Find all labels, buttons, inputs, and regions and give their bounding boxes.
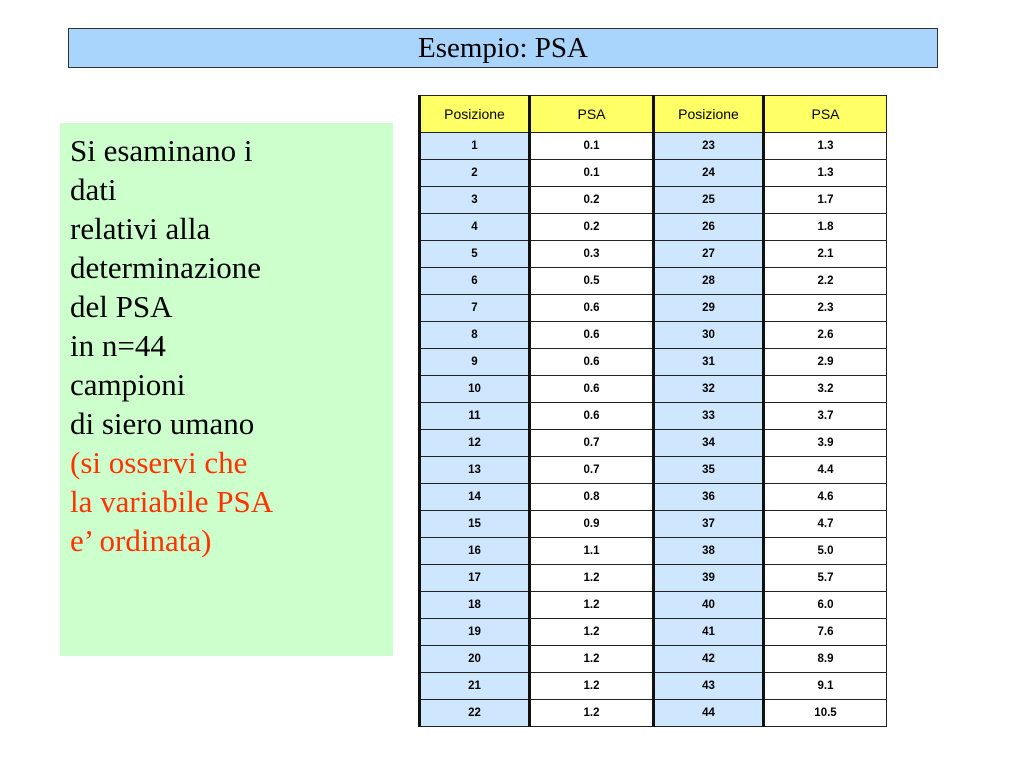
cell-posizione: 41	[654, 619, 764, 646]
header-posizione-1: Posizione	[420, 96, 530, 133]
cell-psa: 0.9	[530, 511, 654, 538]
cell-psa: 1.2	[530, 592, 654, 619]
cell-posizione: 43	[654, 673, 764, 700]
cell-psa: 0.3	[530, 241, 654, 268]
cell-psa: 8.9	[764, 646, 887, 673]
cell-posizione: 14	[420, 484, 530, 511]
note-line: la variabile PSA	[70, 484, 274, 519]
cell-posizione: 42	[654, 646, 764, 673]
cell-posizione: 11	[420, 403, 530, 430]
cell-posizione: 32	[654, 376, 764, 403]
cell-posizione: 1	[420, 133, 530, 160]
cell-posizione: 37	[654, 511, 764, 538]
table-header-row	[420, 96, 887, 133]
cell-posizione: 20	[420, 646, 530, 673]
cell-psa: 0.6	[530, 403, 654, 430]
description-line: campioni	[70, 367, 186, 402]
cell-posizione: 16	[420, 538, 530, 565]
description-line: di siero umano	[70, 406, 255, 441]
cell-psa: 2.3	[764, 295, 887, 322]
cell-psa: 0.2	[530, 214, 654, 241]
cell-psa: 7.6	[764, 619, 887, 646]
cell-psa: 9.1	[764, 673, 887, 700]
slide-title: Esempio: PSA	[68, 28, 938, 68]
cell-psa: 0.5	[530, 268, 654, 295]
cell-psa: 2.2	[764, 268, 887, 295]
cell-psa: 1.2	[530, 565, 654, 592]
cell-psa: 1.2	[530, 673, 654, 700]
table-row	[420, 592, 887, 619]
cell-posizione: 7	[420, 295, 530, 322]
cell-posizione: 10	[420, 376, 530, 403]
table-row	[420, 511, 887, 538]
cell-posizione: 5	[420, 241, 530, 268]
cell-psa: 3.9	[764, 430, 887, 457]
cell-psa: 0.6	[530, 376, 654, 403]
cell-psa: 4.7	[764, 511, 887, 538]
cell-posizione: 35	[654, 457, 764, 484]
table-body	[420, 133, 887, 727]
description-box	[60, 123, 393, 656]
cell-posizione: 12	[420, 430, 530, 457]
cell-posizione: 38	[654, 538, 764, 565]
table-row	[420, 349, 887, 376]
cell-posizione: 17	[420, 565, 530, 592]
table-row	[420, 430, 887, 457]
cell-psa: 1.2	[530, 646, 654, 673]
cell-posizione: 25	[654, 187, 764, 214]
cell-posizione: 9	[420, 349, 530, 376]
cell-posizione: 6	[420, 268, 530, 295]
cell-psa: 2.6	[764, 322, 887, 349]
table-row	[420, 619, 887, 646]
description-line: determinazione	[70, 250, 262, 285]
description-line: dati	[70, 172, 117, 207]
cell-posizione: 28	[654, 268, 764, 295]
description-line: in n=44	[70, 328, 166, 363]
cell-psa: 1.7	[764, 187, 887, 214]
cell-psa: 4.4	[764, 457, 887, 484]
cell-posizione: 8	[420, 322, 530, 349]
cell-posizione: 18	[420, 592, 530, 619]
cell-psa: 1.3	[764, 133, 887, 160]
cell-psa: 0.6	[530, 295, 654, 322]
description-line: del PSA	[70, 289, 173, 324]
cell-psa: 4.6	[764, 484, 887, 511]
cell-posizione: 36	[654, 484, 764, 511]
table-row	[420, 268, 887, 295]
cell-psa: 0.7	[530, 430, 654, 457]
psa-data-table	[418, 95, 887, 727]
cell-posizione: 26	[654, 214, 764, 241]
cell-posizione: 44	[654, 700, 764, 727]
cell-psa: 0.1	[530, 160, 654, 187]
cell-psa: 10.5	[764, 700, 887, 727]
table-row	[420, 241, 887, 268]
table-row	[420, 646, 887, 673]
cell-psa: 3.7	[764, 403, 887, 430]
note-line: e’ ordinata)	[70, 523, 212, 558]
cell-posizione: 3	[420, 187, 530, 214]
cell-psa: 5.0	[764, 538, 887, 565]
cell-psa: 3.2	[764, 376, 887, 403]
table-row	[420, 187, 887, 214]
cell-posizione: 30	[654, 322, 764, 349]
cell-posizione: 23	[654, 133, 764, 160]
note-line: (si osservi che	[70, 445, 248, 480]
cell-psa: 1.2	[530, 619, 654, 646]
table-row	[420, 160, 887, 187]
cell-posizione: 4	[420, 214, 530, 241]
header-psa-2: PSA	[764, 96, 887, 133]
table-row	[420, 295, 887, 322]
cell-posizione: 33	[654, 403, 764, 430]
cell-posizione: 34	[654, 430, 764, 457]
table-row	[420, 538, 887, 565]
cell-psa: 1.2	[530, 700, 654, 727]
cell-posizione: 31	[654, 349, 764, 376]
header-posizione-2: Posizione	[654, 96, 764, 133]
table-row	[420, 484, 887, 511]
table-row	[420, 133, 887, 160]
description-line: Si esaminano i	[70, 133, 253, 168]
table-row	[420, 322, 887, 349]
cell-posizione: 13	[420, 457, 530, 484]
cell-posizione: 39	[654, 565, 764, 592]
table-row	[420, 700, 887, 727]
cell-psa: 5.7	[764, 565, 887, 592]
cell-psa: 0.6	[530, 322, 654, 349]
cell-psa: 6.0	[764, 592, 887, 619]
cell-psa: 0.1	[530, 133, 654, 160]
header-psa-1: PSA	[530, 96, 654, 133]
cell-psa: 0.8	[530, 484, 654, 511]
table-row	[420, 457, 887, 484]
cell-posizione: 2	[420, 160, 530, 187]
cell-psa: 1.8	[764, 214, 887, 241]
cell-psa: 1.1	[530, 538, 654, 565]
description-line: relativi alla	[70, 211, 211, 246]
cell-posizione: 24	[654, 160, 764, 187]
cell-psa: 0.6	[530, 349, 654, 376]
table-row	[420, 376, 887, 403]
cell-psa: 2.1	[764, 241, 887, 268]
cell-posizione: 27	[654, 241, 764, 268]
cell-posizione: 40	[654, 592, 764, 619]
table-row	[420, 403, 887, 430]
cell-posizione: 29	[654, 295, 764, 322]
cell-psa: 0.2	[530, 187, 654, 214]
cell-psa: 0.7	[530, 457, 654, 484]
table-row	[420, 565, 887, 592]
table-row	[420, 214, 887, 241]
cell-posizione: 21	[420, 673, 530, 700]
cell-psa: 1.3	[764, 160, 887, 187]
cell-posizione: 19	[420, 619, 530, 646]
cell-posizione: 15	[420, 511, 530, 538]
cell-posizione: 22	[420, 700, 530, 727]
table-row	[420, 673, 887, 700]
cell-psa: 2.9	[764, 349, 887, 376]
